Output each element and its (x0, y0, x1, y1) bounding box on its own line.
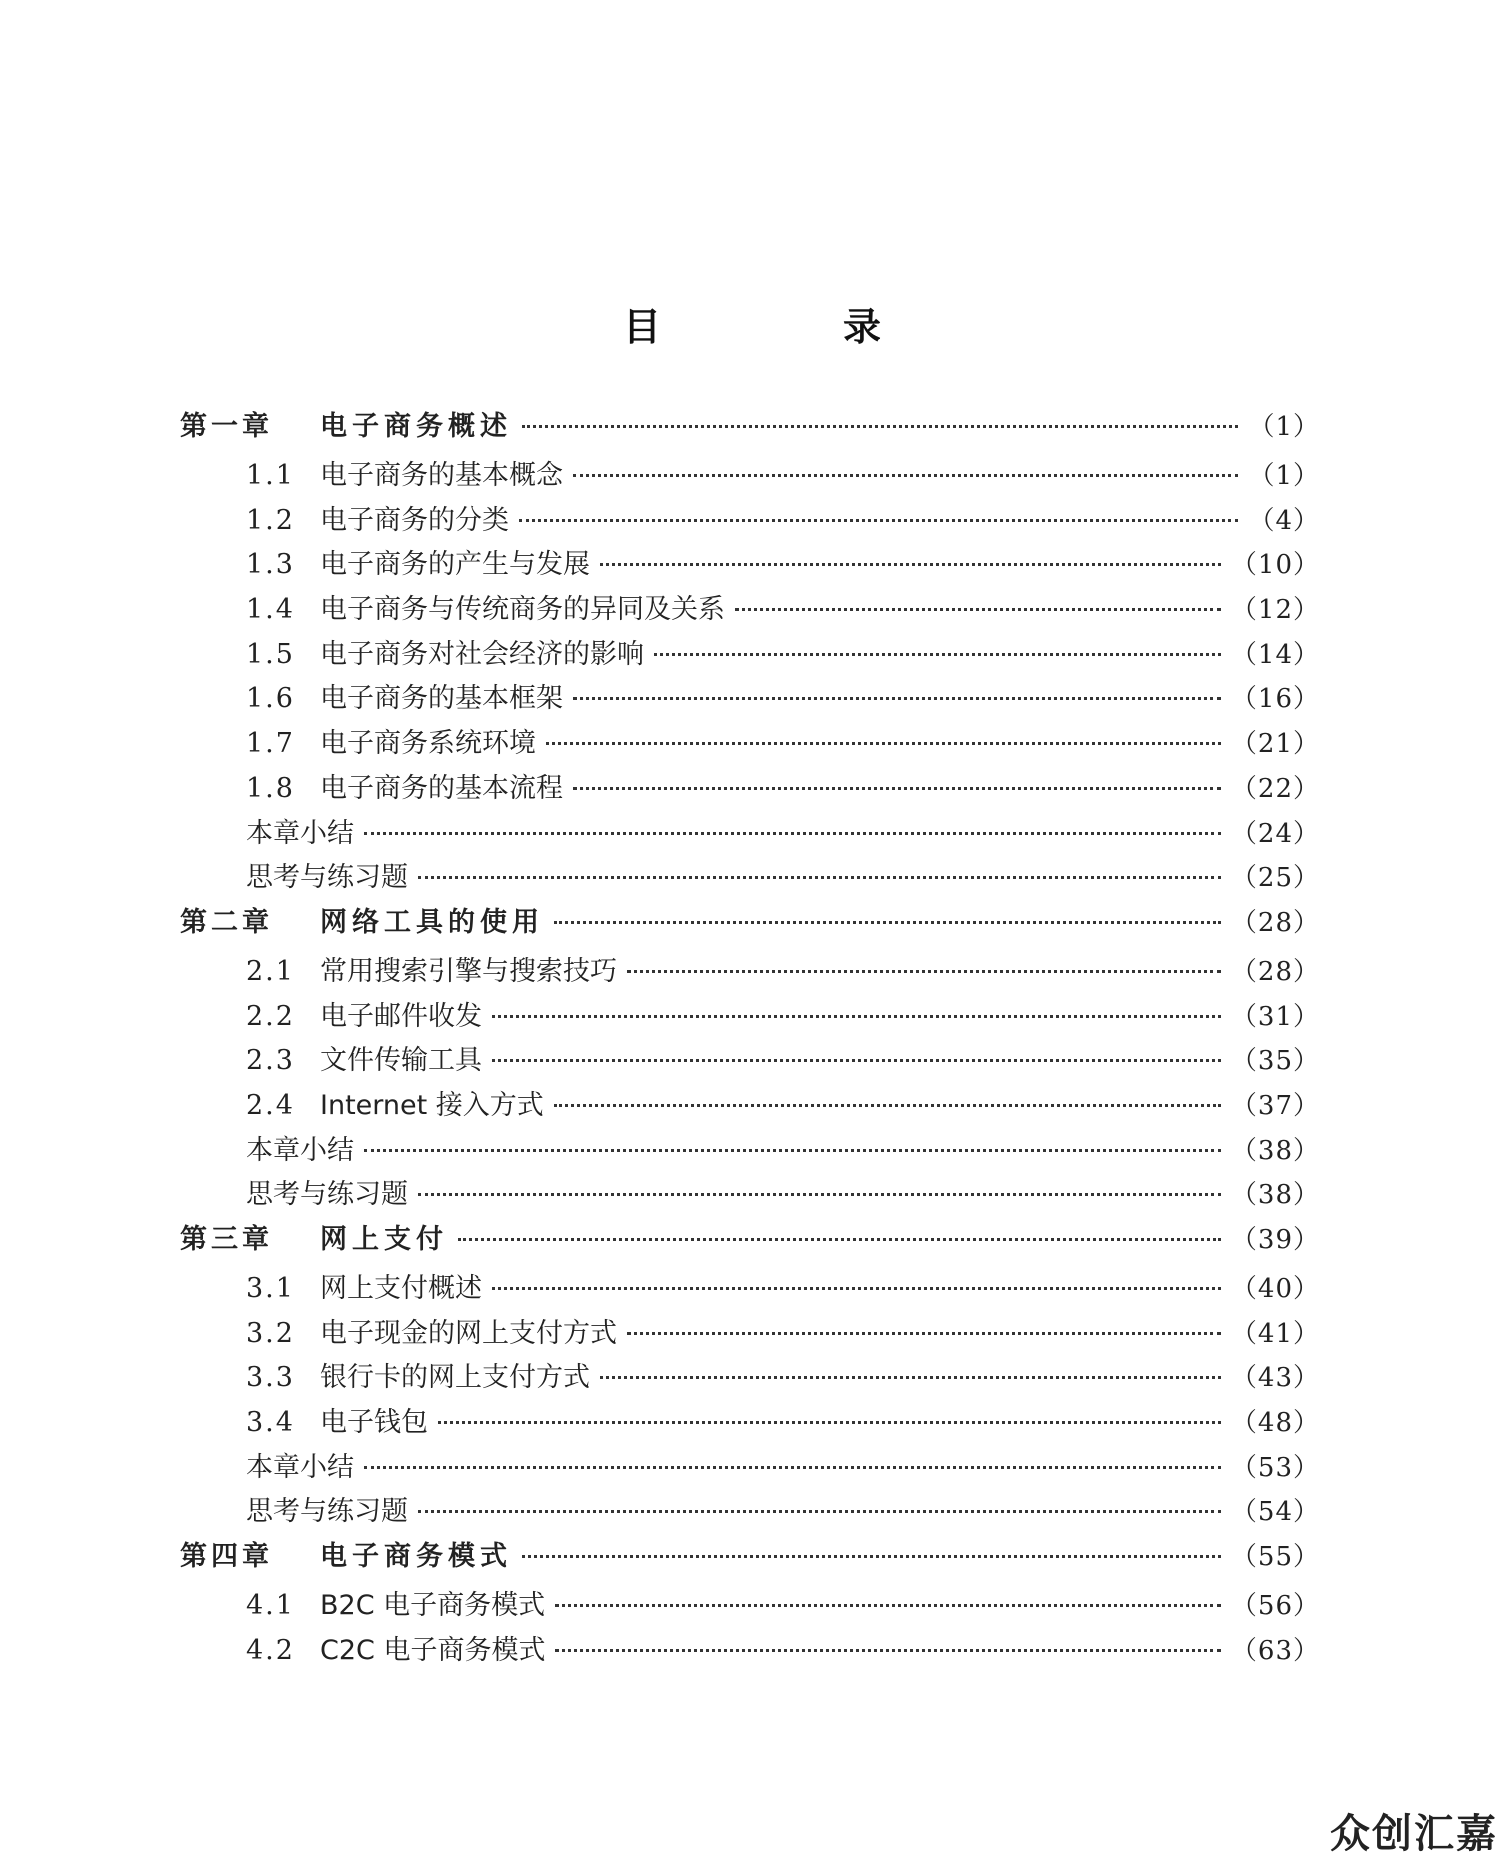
toc-section-entry (180, 994, 1320, 1039)
entry-title: 电子现金的网上支付方式 (320, 1317, 617, 1349)
entry-number: 3.1 (246, 1273, 295, 1304)
entry-number: 1.4 (246, 594, 295, 626)
toc-section-entry (180, 1038, 1320, 1083)
entry-number: 第三章 (180, 1224, 273, 1255)
entry-number: 1.3 (246, 549, 295, 581)
dot-leader (522, 425, 1238, 428)
entry-title: 电子商务系统环境 (320, 728, 536, 760)
entry-page-number: （38） (1230, 1135, 1320, 1166)
entry-page-number: （41） (1230, 1318, 1320, 1349)
entry-title: Internet 接入方式 (320, 1089, 544, 1121)
entry-title: 本章小结 (246, 817, 354, 849)
entry-title: 网上支付 (320, 1224, 448, 1255)
entry-title: 网上支付概述 (320, 1273, 482, 1304)
toc-section-entry (180, 1583, 1320, 1628)
entry-number: 3.4 (246, 1407, 295, 1439)
entry-number: 3.3 (246, 1362, 295, 1394)
entry-page-number: （28） (1230, 956, 1320, 987)
toc-summary-entry (180, 811, 1320, 856)
toc-section-entry (180, 632, 1320, 677)
entry-page-number: （56） (1230, 1591, 1320, 1622)
toc-chapter-entry (180, 900, 1320, 949)
dot-leader (627, 970, 1221, 973)
entry-page-number: （40） (1230, 1274, 1320, 1304)
entry-page-number: （53） (1230, 1452, 1320, 1483)
toc-chapter-entry (180, 1217, 1320, 1266)
toc-section-entry (180, 949, 1320, 994)
dot-leader (418, 1193, 1221, 1196)
entry-page-number: （16） (1230, 684, 1320, 715)
entry-number: 2.3 (246, 1045, 295, 1077)
dot-leader (458, 1238, 1221, 1241)
toc-chapter-entry (180, 1534, 1320, 1583)
toc-section-entry (180, 1266, 1320, 1311)
entry-title: 网络工具的使用 (320, 906, 544, 938)
toc-section-entry (180, 498, 1320, 543)
entry-title: 电子商务的分类 (320, 504, 509, 536)
entry-page-number: （21） (1230, 729, 1320, 760)
dot-leader (546, 742, 1221, 745)
toc-section-entry (180, 766, 1320, 811)
dot-leader (418, 1510, 1221, 1513)
toc-section-entry (180, 1311, 1320, 1356)
dot-leader (519, 519, 1238, 522)
entry-title: 常用搜索引擎与搜索技巧 (320, 955, 617, 987)
dot-leader (573, 697, 1221, 700)
dot-leader (600, 1376, 1221, 1379)
entry-page-number: （28） (1230, 907, 1320, 938)
entry-page-number: （63） (1230, 1635, 1320, 1666)
entry-title: B2C 电子商务模式 (320, 1590, 546, 1622)
dot-leader (555, 1649, 1220, 1652)
dot-leader (555, 1604, 1221, 1607)
entry-title: 电子商务概述 (320, 411, 512, 442)
entry-number: 2.4 (246, 1089, 295, 1121)
dot-leader (364, 832, 1221, 835)
entry-number: 4.2 (246, 1634, 295, 1666)
entry-title: 思考与练习题 (246, 1496, 408, 1528)
entry-title: 电子商务的基本概念 (320, 460, 563, 491)
toc-section-entry (180, 1355, 1320, 1400)
entry-page-number: （22） (1230, 773, 1320, 804)
dot-leader (573, 787, 1221, 790)
entry-number: 第二章 (180, 906, 273, 938)
entry-page-number: （1） (1248, 412, 1320, 442)
entry-page-number: （38） (1230, 1180, 1320, 1211)
toc-summary-entry (180, 855, 1320, 900)
entry-number: 1.8 (246, 772, 295, 804)
toc-chapter-entry (180, 404, 1320, 453)
table-of-contents (180, 404, 1320, 1673)
entry-title: 本章小结 (246, 1451, 354, 1483)
toc-section-entry (180, 587, 1320, 632)
entry-title: 电子商务的产生与发展 (320, 549, 590, 581)
toc-section-entry (180, 542, 1320, 587)
entry-number: 1.7 (246, 728, 295, 760)
entry-title: 本章小结 (246, 1134, 354, 1166)
dot-leader (364, 1466, 1221, 1469)
dot-leader (554, 1104, 1221, 1107)
entry-title: 电子商务的基本框架 (320, 683, 563, 715)
toc-summary-entry (180, 1489, 1320, 1534)
entry-page-number: （1） (1248, 461, 1320, 491)
dot-leader (600, 563, 1221, 566)
entry-title: 电子商务的基本流程 (320, 772, 563, 804)
dot-leader (522, 1555, 1221, 1558)
entry-number: 第一章 (180, 411, 273, 442)
dot-leader (573, 474, 1238, 477)
entry-number: 1.2 (246, 504, 295, 536)
entry-title: 电子商务与传统商务的异同及关系 (320, 594, 725, 626)
toc-section-entry (180, 453, 1320, 498)
watermark-logo: 众创汇嘉 (1330, 1811, 1498, 1857)
entry-title: 思考与练习题 (246, 1179, 408, 1211)
entry-number: 第四章 (180, 1541, 273, 1573)
entry-page-number: （12） (1230, 595, 1320, 626)
page-title: 目 录 (622, 305, 953, 349)
dot-leader (418, 876, 1221, 879)
dot-leader (492, 1059, 1221, 1062)
entry-title: 电子商务模式 (320, 1541, 512, 1573)
toc-section-entry (180, 1628, 1320, 1673)
entry-title: C2C 电子商务模式 (320, 1634, 546, 1666)
entry-page-number: （48） (1230, 1408, 1320, 1439)
dot-leader (627, 1332, 1221, 1335)
entry-page-number: （14） (1230, 639, 1320, 670)
dot-leader (438, 1421, 1221, 1424)
toc-section-entry (180, 721, 1320, 766)
entry-page-number: （10） (1230, 550, 1320, 581)
entry-title: 电子商务对社会经济的影响 (320, 638, 644, 670)
entry-page-number: （39） (1230, 1225, 1320, 1255)
entry-page-number: （31） (1230, 1001, 1320, 1032)
entry-title: 银行卡的网上支付方式 (320, 1362, 590, 1394)
entry-number: 3.2 (246, 1317, 295, 1349)
entry-page-number: （54） (1230, 1497, 1320, 1528)
entry-number: 1.6 (246, 683, 295, 715)
entry-page-number: （55） (1230, 1542, 1320, 1573)
dot-leader (554, 921, 1221, 924)
dot-leader (654, 653, 1221, 656)
entry-number: 1.5 (246, 638, 295, 670)
toc-summary-entry (180, 1445, 1320, 1490)
entry-page-number: （35） (1230, 1046, 1320, 1077)
entry-number: 2.1 (246, 955, 295, 987)
toc-summary-entry (180, 1172, 1320, 1217)
toc-summary-entry (180, 1128, 1320, 1173)
toc-section-entry (180, 1400, 1320, 1445)
toc-section-entry (180, 676, 1320, 721)
entry-title: 文件传输工具 (320, 1045, 482, 1077)
entry-title: 电子邮件收发 (320, 1000, 482, 1032)
entry-page-number: （43） (1230, 1363, 1320, 1394)
dot-leader (492, 1015, 1221, 1018)
entry-page-number: （4） (1248, 505, 1320, 536)
entry-number: 1.1 (246, 460, 295, 491)
entry-page-number: （24） (1230, 818, 1320, 849)
dot-leader (364, 1149, 1221, 1152)
dot-leader (492, 1287, 1221, 1290)
entry-number: 2.2 (246, 1000, 295, 1032)
entry-title: 电子钱包 (320, 1407, 428, 1439)
dot-leader (735, 608, 1221, 611)
entry-title: 思考与练习题 (246, 862, 408, 894)
entry-number: 4.1 (246, 1590, 295, 1622)
entry-page-number: （25） (1230, 863, 1320, 894)
toc-section-entry (180, 1083, 1320, 1128)
entry-page-number: （37） (1230, 1090, 1320, 1121)
